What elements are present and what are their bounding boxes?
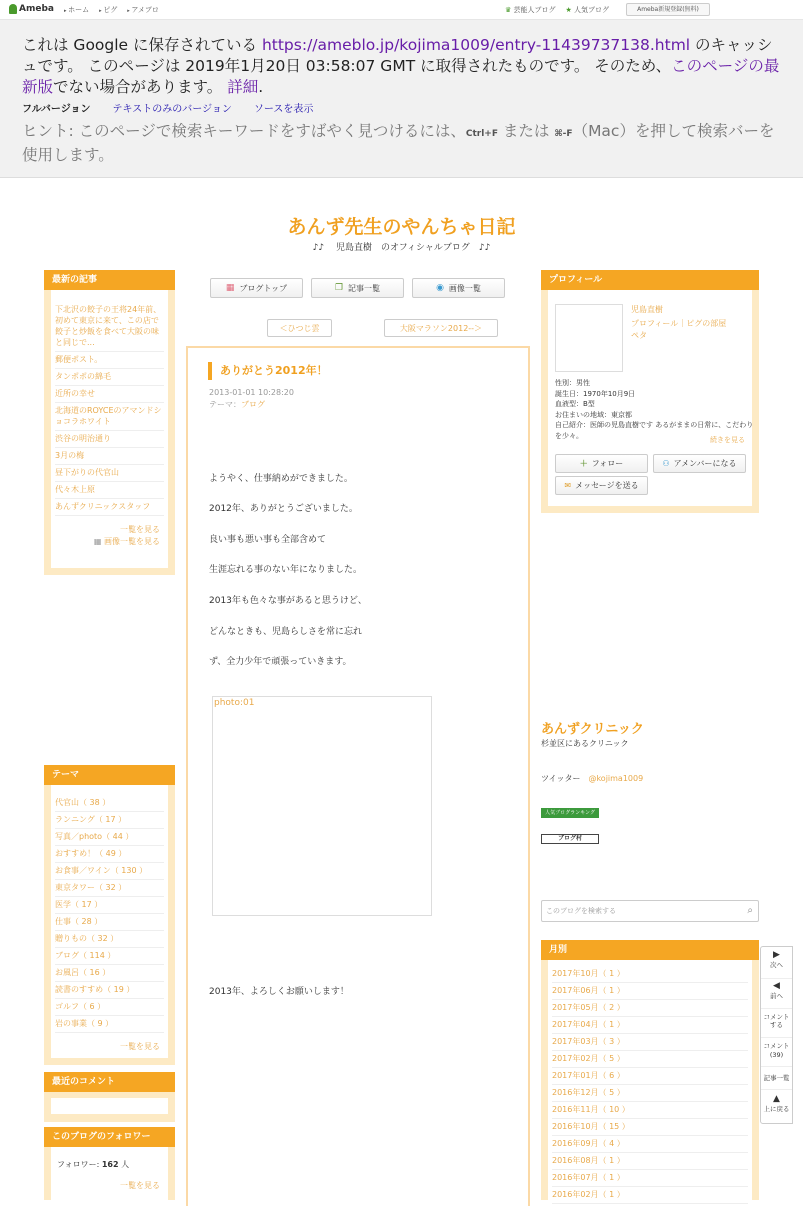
themes-list [51, 785, 168, 1058]
amember-icon: ⚇ [662, 459, 670, 468]
amember-button[interactable]: ⚇ アメンバーになる [653, 454, 746, 473]
recent-entry[interactable]: 昼下がりの代官山 [55, 465, 164, 482]
article-line: 生涯忘れる事のない年になりました。 [209, 565, 363, 575]
search-icon[interactable]: ⌕ [747, 905, 753, 916]
ameba-topbar [0, 0, 803, 20]
register-button[interactable]: Ameba新規登録(無料) [626, 3, 710, 16]
month-item[interactable]: 2016年12月（ 5 ） [552, 1085, 748, 1102]
image-list-link[interactable]: ▦ 画像一覧を見る [93, 537, 160, 546]
nav-home[interactable]: ▸ ホーム [64, 5, 89, 15]
month-item[interactable]: 2017年05月（ 2 ） [552, 1000, 748, 1017]
cache-message: これは Google に保存されている https://ameblo.jp/kojima1009/entry-11439737138.html のキャッシュです。 このページは 2019年1月20日 03:58:07 GMT に取得されたものです。 そのため、このページの最新版でない場合があります。 詳細. [22, 36, 780, 96]
article-theme-link[interactable]: ブログ [241, 400, 265, 409]
triangle-up-icon: ▲ [773, 1094, 780, 1104]
nav-pigg[interactable]: ▸ ピグ [99, 5, 117, 15]
followers-box [44, 1127, 175, 1200]
blog-subtitle: ♪♪ 児島直樹 のオフィシャルブログ ♪♪ [312, 243, 491, 253]
theme-item[interactable]: 岩の事業（ 9 ） [55, 1016, 164, 1033]
month-item[interactable]: 2016年10月（ 15 ） [552, 1119, 748, 1136]
article-photo[interactable]: photo:01 [212, 696, 432, 916]
topbar-nav [64, 5, 159, 15]
clinic-title[interactable]: あんずクリニック [541, 722, 644, 737]
ameba-logo-icon [9, 4, 17, 14]
month-item[interactable]: 2016年08月（ 1 ） [552, 1153, 748, 1170]
pager-next[interactable]: ▶ 次へ [761, 947, 792, 979]
recent-entries-box [44, 270, 175, 575]
recent-entry[interactable]: 3月の梅 [55, 448, 164, 465]
profile-info: 性別：男性 誕生日：1970年10月9日 血液型：B型 お住まいの地域：東京都 自己紹介：医師の児島直樹です あるがままの日常に、こだわりを少々。 [555, 379, 754, 440]
pager-entry-list[interactable]: 記事一覧 [761, 1067, 792, 1090]
profile-avatar[interactable] [555, 304, 623, 372]
recent-entry[interactable]: 近所の幸せ [55, 386, 164, 403]
theme-item[interactable]: 仕事（ 28 ） [55, 914, 164, 931]
ranking-badge[interactable]: 人気ブログランキング [541, 808, 599, 818]
recent-entry[interactable]: タンポポの綿毛 [55, 369, 164, 386]
cache-hint: ヒント: このページで検索キーワードをすばやく見つけるには、Ctrl+F または ⌘-F（Mac）を押して検索バーを使用します。 [22, 122, 775, 164]
article-line: ようやく、仕事納めができました。 [209, 474, 353, 484]
triangle-left-icon: ◀ [773, 981, 780, 991]
topbar-right [505, 5, 609, 15]
recent-entry[interactable]: 北海道のROYCEのアマンドショコラホワイト [55, 403, 164, 431]
image-icon: ▦ [93, 537, 102, 546]
cached-url-link[interactable]: https://ameblo.jp/kojima1009/entry-11439737138.html [261, 36, 691, 54]
profile-name[interactable]: 児島直樹 [631, 305, 663, 314]
celebrity-blog-link[interactable]: ♛ 芸能人ブログ [505, 6, 556, 14]
theme-item[interactable]: ランニング（ 17 ） [55, 812, 164, 829]
article-closing: 2013年、よろしくお願いします！ [209, 987, 349, 997]
month-item[interactable]: 2016年11月（ 10 ） [552, 1102, 748, 1119]
prev-entry-link[interactable]: ＜ひつじ雲 [267, 319, 332, 337]
article-line: 2013年も色々な事があると思うけど、 [209, 596, 367, 606]
recent-entries-list [51, 290, 168, 568]
theme-item[interactable]: 東京タワー（ 32 ） [55, 880, 164, 897]
full-version-link[interactable]: フルバージョン [22, 104, 91, 115]
star-icon: ★ [565, 6, 572, 14]
theme-item[interactable]: 読書のすすめ（ 19 ） [55, 982, 164, 999]
recent-entry[interactable]: 渋谷の明治通り [55, 431, 164, 448]
crown-icon: ♛ [505, 6, 512, 14]
followers-more-link[interactable]: 一覧を見る [120, 1181, 160, 1190]
next-entry-link[interactable]: 大阪マラソン2012--＞ [384, 319, 498, 337]
recent-entries-header: 最新の記事 [44, 270, 175, 290]
profile-header: プロフィール [541, 270, 759, 290]
theme-item[interactable]: お食事／ワイン（ 130 ） [55, 863, 164, 880]
recent-more-link[interactable]: 一覧を見る [120, 525, 160, 534]
blog-top-button[interactable]: ▦ ブログトップ [210, 278, 303, 298]
themes-header: テーマ [44, 765, 175, 785]
calendar-icon: ▦ [225, 283, 235, 293]
profile-links [631, 304, 726, 342]
recent-entry[interactable]: あんずクリニックスタッフ [55, 499, 164, 516]
plus-icon: ＋ [579, 459, 588, 468]
floating-pager [760, 946, 793, 1124]
profile-pigg-link[interactable]: プロフィール｜ピグの部屋 [631, 319, 727, 328]
theme-item[interactable]: ゴルフ（ 6 ） [55, 999, 164, 1016]
month-item[interactable]: 2016年09月（ 4 ） [552, 1136, 748, 1153]
cache-version-links [22, 100, 313, 115]
document-icon: ❐ [334, 283, 344, 293]
article-line: 良い事も悪い事も全部含めて [209, 535, 327, 545]
back-to-top-button[interactable]: ▲ 上に戻る [761, 1090, 792, 1123]
theme-item[interactable]: 代官山（ 38 ） [55, 795, 164, 812]
ameba-logo[interactable]: Ameba [9, 4, 54, 14]
month-item[interactable]: 2017年06月（ 1 ） [552, 983, 748, 1000]
triangle-right-icon: ▶ [773, 950, 780, 960]
twitter-row: ツイッター @kojima1009 [541, 774, 644, 783]
profile-more-link[interactable]: 続きを見る [710, 436, 745, 444]
recent-comments-header: 最近のコメント [44, 1072, 175, 1092]
latest-version-link[interactable]: このページの最新版 [22, 57, 780, 96]
post-comment-button[interactable]: コメントする [761, 1009, 792, 1038]
month-item[interactable]: 2017年01月（ 6 ） [552, 1068, 748, 1085]
view-source-link[interactable]: ソースを表示 [253, 104, 314, 115]
follow-button[interactable]: ＋ フォロー [555, 454, 648, 473]
pager-prev[interactable]: ◀ 前へ [761, 979, 792, 1009]
recent-entry[interactable]: 代々木上原 [55, 482, 164, 499]
nav-ameblo[interactable]: ▸ アメブロ [127, 5, 159, 15]
monthly-archive-list [548, 960, 752, 1200]
blog-search-input[interactable]: このブログを検索する ⌕ [541, 900, 759, 922]
month-item[interactable]: 2017年02月（ 5 ） [552, 1051, 748, 1068]
month-item[interactable]: 2017年03月（ 3 ） [552, 1034, 748, 1051]
recent-comments-list [51, 1098, 168, 1114]
article-line: 2012年、ありがとうございました。 [209, 504, 358, 514]
recent-entry[interactable]: 郵便ポスト。 [55, 352, 164, 369]
profile-peta-link[interactable]: ペタ [631, 331, 647, 340]
recent-comments-box [44, 1072, 175, 1122]
google-cache-banner [0, 20, 803, 178]
theme-item[interactable]: 写真／photo（ 44 ） [55, 829, 164, 846]
themes-box [44, 765, 175, 1065]
text-only-link[interactable]: テキストのみのバージョン [112, 104, 232, 115]
comments-button[interactable]: コメント (39) [761, 1038, 792, 1067]
theme-item[interactable]: ブログ（ 114 ） [55, 948, 164, 965]
article-meta: 2013-01-01 10:28:20 テーマ：ブログ [209, 388, 294, 409]
detail-link[interactable]: 詳細 [227, 78, 259, 96]
article-date: 2013-01-01 10:28:20 [209, 388, 294, 397]
entry-list-button[interactable]: ❐ 記事一覧 [311, 278, 404, 298]
comment-count: (39) [769, 1051, 784, 1059]
twitter-link[interactable]: @kojima1009 [588, 774, 644, 783]
article-line: ず、全力少年で頑張っていきます。 [209, 657, 352, 667]
followers-body: フォロワー: 162 人 一覧を見る [51, 1147, 168, 1207]
monthly-archive-header: 月別 [541, 940, 759, 960]
theme-item[interactable]: 医学（ 17 ） [55, 897, 164, 914]
article [186, 346, 530, 1206]
theme-item[interactable]: おすすめ！（ 49 ） [55, 846, 164, 863]
mail-icon: ✉ [564, 481, 572, 490]
month-item[interactable]: 2016年02月（ 1 ） [552, 1187, 748, 1204]
month-item[interactable]: 2017年10月（ 1 ） [552, 966, 748, 983]
monthly-archive-box [541, 940, 759, 1200]
themes-more-link[interactable]: 一覧を見る [120, 1042, 160, 1051]
blogmura-badge[interactable]: ブログ村 [541, 834, 599, 844]
profile-box [541, 270, 759, 513]
image-list-button[interactable]: ◉ 画像一覧 [412, 278, 505, 298]
clinic-subtitle: 杉並区にあるクリニック [541, 739, 629, 748]
theme-item[interactable]: 贈りもの（ 32 ） [55, 931, 164, 948]
article-line: どんなときも、児島らしさを常に忘れ [209, 627, 363, 637]
theme-item[interactable]: お風呂（ 16 ） [55, 965, 164, 982]
month-item[interactable]: 2017年04月（ 1 ） [552, 1017, 748, 1034]
month-item[interactable]: 2016年07月（ 1 ） [552, 1170, 748, 1187]
followers-header: このブログのフォロワー [44, 1127, 175, 1147]
camera-icon: ◉ [436, 283, 444, 293]
popular-blog-link[interactable]: ★ 人気ブログ [565, 6, 610, 14]
send-message-button[interactable]: ✉ メッセージを送る [555, 476, 648, 495]
blog-title[interactable]: あんず先生のやんちゃ日記 [287, 216, 516, 238]
follower-count: 162 [101, 1160, 119, 1169]
article-title: ありがとう2012年！ [208, 362, 328, 380]
recent-entry[interactable]: 下北沢の餃子の王将24年前、初めて東京に来て、この店で餃子と炒飯を食べて大阪の味と同じで... [55, 302, 164, 352]
